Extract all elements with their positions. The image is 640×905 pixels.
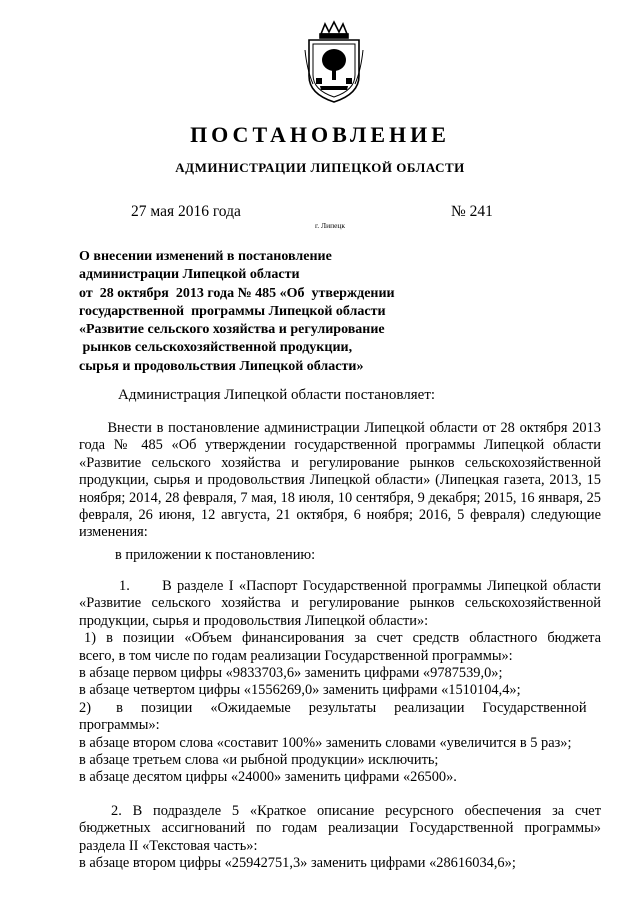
heading-line: «Развитие сельского хозяйства и регулирование (79, 322, 385, 338)
heading-line: администрации Липецкой области (79, 267, 300, 283)
heading-line: сырья и продовольствия Липецкой области» (79, 358, 364, 374)
paragraph-line: Внести в постановление администрации Липецкой области от 28 октября 2013 (79, 420, 601, 436)
paragraph-line: всего, в том числе по годам реализации Государственной программы»: (79, 647, 513, 664)
paragraph-line: программы»: (79, 717, 160, 734)
paragraph-line: в абзаце десятом цифры «24000» заменить цифрами «26500». (79, 769, 457, 786)
paragraph-line: в абзаце первом цифры «9833703,6» заменить цифрами «9787539,0»; (79, 665, 503, 682)
paragraph-line: года № 485 «Об утверждении государственной программы Липецкой области (79, 437, 601, 454)
intro-statement: Администрация Липецкой области постановляет: (118, 387, 436, 403)
paragraph-appendix (115, 547, 601, 564)
paragraph-line: «Развитие сельского хозяйства и регулирование рынков сельскохозяйственной (79, 454, 601, 471)
paragraph-line: бюджетных ассигнований по годам реализации Государственной программы» (79, 820, 601, 837)
document-number: № 241 (451, 203, 493, 220)
document-subtitle: АДМИНИСТРАЦИИ ЛИПЕЦКОЙ ОБЛАСТИ (175, 160, 465, 175)
paragraph-line: продукции, сырья и продовольствия Липецкой области» (Липецкая газета, 2013, 15 (79, 472, 601, 489)
paragraph-line: продукции, сырья и продовольствия Липецкой области»: (79, 612, 429, 629)
paragraph-line: раздела II «Текстовая часть»: (79, 837, 258, 854)
paragraph-line: в приложении к постановлению: (115, 547, 316, 563)
heading-line: государственной программы Липецкой области (79, 303, 386, 319)
document-city: г. Липецк (315, 221, 346, 230)
paragraph-section-two (79, 803, 601, 873)
document-title: ПОСТАНОВЛЕНИЕ (190, 122, 450, 147)
paragraph-line: в абзаце четвертом цифры «1556269,0» заменить цифрами «1510104,4»; (79, 682, 521, 699)
paragraph-line: «Развитие сельского хозяйства и регулирование рынков сельскохозяйственной (79, 595, 601, 612)
paragraph-line: февраля, 26 июня, 12 августа, 21 октября, 6 ноября; 2016, 5 февраля) следующие (79, 507, 601, 524)
paragraph-line: в абзаце втором слова «составит 100%» заменить словами «увеличится в 5 раз»; (79, 734, 572, 751)
heading-line: рынков сельскохозяйственной продукции, (79, 340, 353, 356)
paragraph-line: в абзаце третьем слова «и рыбной продукции» исключить; (79, 752, 439, 769)
paragraph-section-one (79, 578, 601, 787)
paragraph-amendment (79, 420, 601, 542)
heading-line: от 28 октября 2013 года № 485 «Об утверждении (79, 285, 395, 301)
paragraph-line: 1. В разделе I «Паспорт Государственной программы Липецкой области (119, 578, 601, 594)
document-heading (79, 248, 395, 376)
document-date: 27 мая 2016 года (131, 203, 241, 220)
paragraph-line: 1) в позиции «Объем финансирования за счет средств областного бюджета (84, 630, 601, 647)
paragraph-line: изменения: (79, 524, 148, 541)
paragraph-line: в абзаце втором цифры «25942751,3» заменить цифрами «28616034,6»; (79, 855, 516, 872)
paragraph-line: ноября; 2014, 28 февраля, 7 мая, 18 июля, 10 сентября, 9 декабря; 2015, 16 января, 25 (79, 489, 601, 506)
paragraph-line: 2. В подразделе 5 «Краткое описание ресурсного обеспечения за счет (111, 803, 601, 819)
heading-line: О внесении изменений в постановление (79, 249, 332, 264)
paragraph-line: 2) в позиции «Ожидаемые результаты реализации Государственной (79, 699, 587, 716)
coat-of-arms-emblem (303, 20, 365, 104)
